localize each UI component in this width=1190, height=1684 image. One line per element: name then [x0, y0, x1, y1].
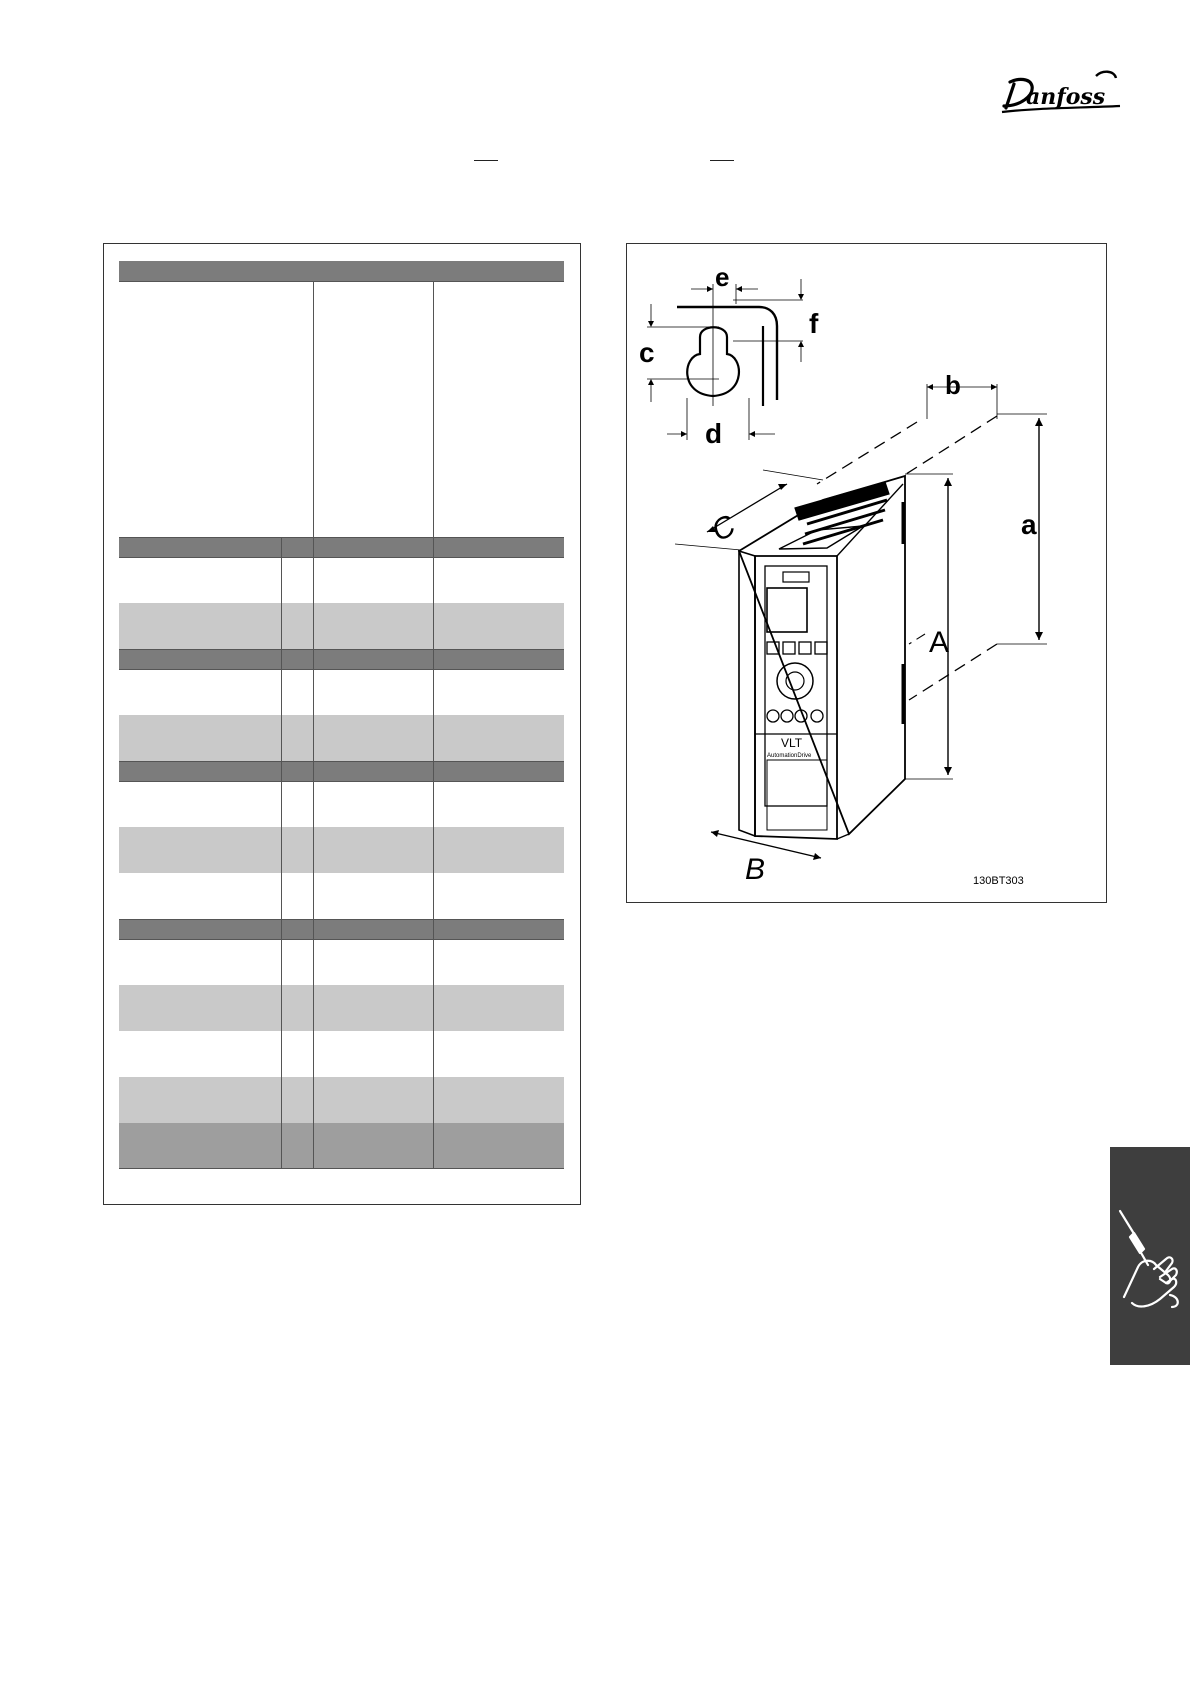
table-rule [119, 557, 564, 558]
chapter-side-tab [1110, 1147, 1190, 1365]
table-row [119, 781, 564, 827]
table-row [119, 1123, 564, 1169]
table-column-rule [313, 281, 314, 1168]
table-row [119, 939, 564, 985]
svg-text:anfoss: anfoss [1026, 84, 1106, 110]
label-a: a [1021, 509, 1037, 540]
device-text-automationdrive: AutomationDrive [767, 753, 812, 759]
label-A: A [929, 626, 950, 659]
table-section-band [119, 649, 564, 669]
dimension-figure [626, 243, 1107, 903]
table-row [119, 669, 564, 715]
table-image-row [119, 281, 564, 537]
header-rule-1 [474, 160, 498, 161]
table-rule [119, 919, 564, 920]
table-row [119, 1031, 564, 1077]
device-text-vlt: VLT [781, 736, 803, 750]
table-rule [119, 781, 564, 782]
table-column-rule [281, 537, 282, 1168]
label-C: C [706, 508, 741, 549]
label-f: f [809, 308, 819, 339]
table-row [119, 557, 564, 603]
table-row [119, 985, 564, 1031]
label-c: c [639, 337, 655, 368]
table-row [119, 1077, 564, 1123]
table-rule [119, 669, 564, 670]
table-rule [119, 649, 564, 650]
screwdriver-hand-icon [1110, 1147, 1190, 1365]
table-row [119, 715, 564, 761]
table-row [119, 827, 564, 873]
table-section-band [119, 761, 564, 781]
table-rule [119, 1168, 564, 1169]
table-rule [119, 939, 564, 940]
table-row [119, 603, 564, 649]
dimensions-table-frame [103, 243, 581, 1205]
table-rule [119, 537, 564, 538]
table-section-band [119, 537, 564, 557]
enclosure-drawing [627, 244, 1108, 904]
table-rule [119, 761, 564, 762]
label-B: B [745, 853, 766, 886]
table-column-rule [433, 281, 434, 1168]
label-b: b [945, 370, 961, 400]
header-rule-2 [710, 160, 734, 161]
table-section-band [119, 919, 564, 939]
table-rule [119, 281, 564, 282]
label-d: d [705, 418, 723, 449]
danfoss-logo [996, 68, 1126, 120]
label-e: e [715, 262, 730, 292]
table-row [119, 873, 564, 919]
dimensions-table [119, 261, 564, 1187]
table-title-band [119, 261, 564, 281]
figure-code: 130BT303 [973, 875, 1024, 887]
